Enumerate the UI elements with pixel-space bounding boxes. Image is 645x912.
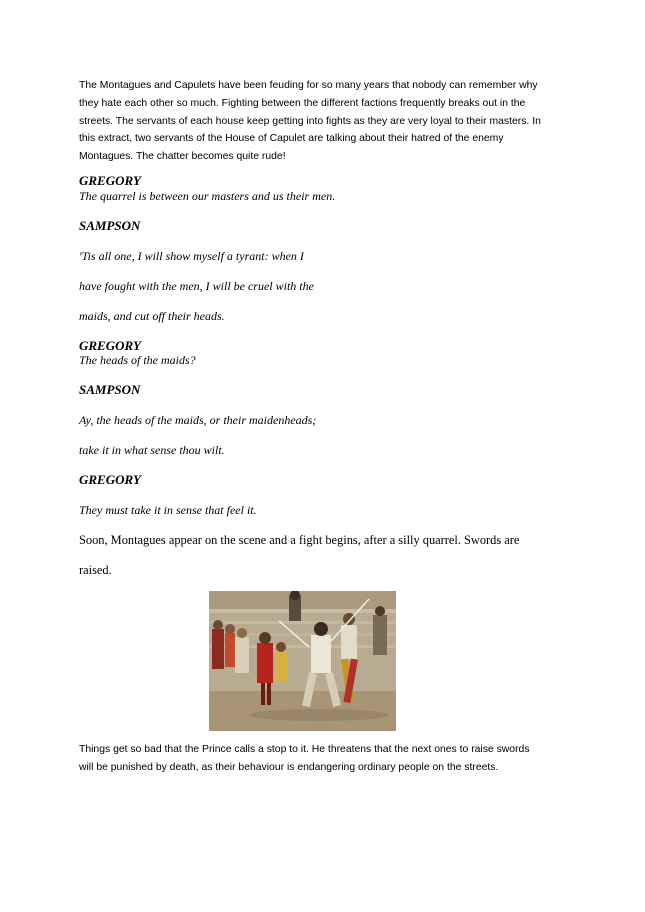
outro-paragraph <box>79 741 579 777</box>
intro-line: streets. The servants of each house keep getting into fights as they are very loyal to their masters. In <box>79 115 541 127</box>
sword-fight-illustration <box>209 591 396 731</box>
dialogue-line: 'Tis all one, I will show myself a tyrant: when I <box>79 249 304 263</box>
speaker-sampson: SAMPSON <box>79 218 141 233</box>
narration-line: Soon, Montagues appear on the scene and a fight begins, after a silly quarrel. Swords are <box>79 533 520 547</box>
sword-fight-photo-icon <box>209 591 396 731</box>
intro-paragraph <box>79 77 579 166</box>
speaker-gregory: GREGORY <box>79 472 141 487</box>
intro-line: they hate each other so much. Fighting between the different factions frequently breaks out in the <box>79 97 526 109</box>
intro-line: this extract, two servants of the House of Capulet are talking about their hatred of the enemy <box>79 133 504 145</box>
narration-line: raised. <box>79 563 112 577</box>
dialogue-line: The heads of the maids? <box>79 353 196 367</box>
speaker-gregory: GREGORY <box>79 338 141 353</box>
dialogue-line: take it in what sense thou wilt. <box>79 443 225 457</box>
intro-line: The Montagues and Capulets have been feuding for so many years that nobody can remember why <box>79 80 538 91</box>
speaker-gregory: GREGORY <box>79 173 141 188</box>
dialogue-line: maids, and cut off their heads. <box>79 309 225 323</box>
dialogue-line: have fought with the men, I will be cruel with the <box>79 279 314 293</box>
dialogue-line: Ay, the heads of the maids, or their maidenheads; <box>79 413 317 427</box>
dialogue-line: The quarrel is between our masters and us their men. <box>79 189 336 203</box>
intro-line: Montagues. The chatter becomes quite rude! <box>79 151 286 163</box>
speaker-sampson: SAMPSON <box>79 382 141 397</box>
outro-line: Things get so bad that the Prince calls a stop to it. He threatens that the next ones to raise swords <box>79 744 530 755</box>
outro-line: will be punished by death, as their behaviour is endangering ordinary people on the streets. <box>79 761 499 773</box>
dialogue-line: They must take it in sense that feel it. <box>79 503 257 517</box>
